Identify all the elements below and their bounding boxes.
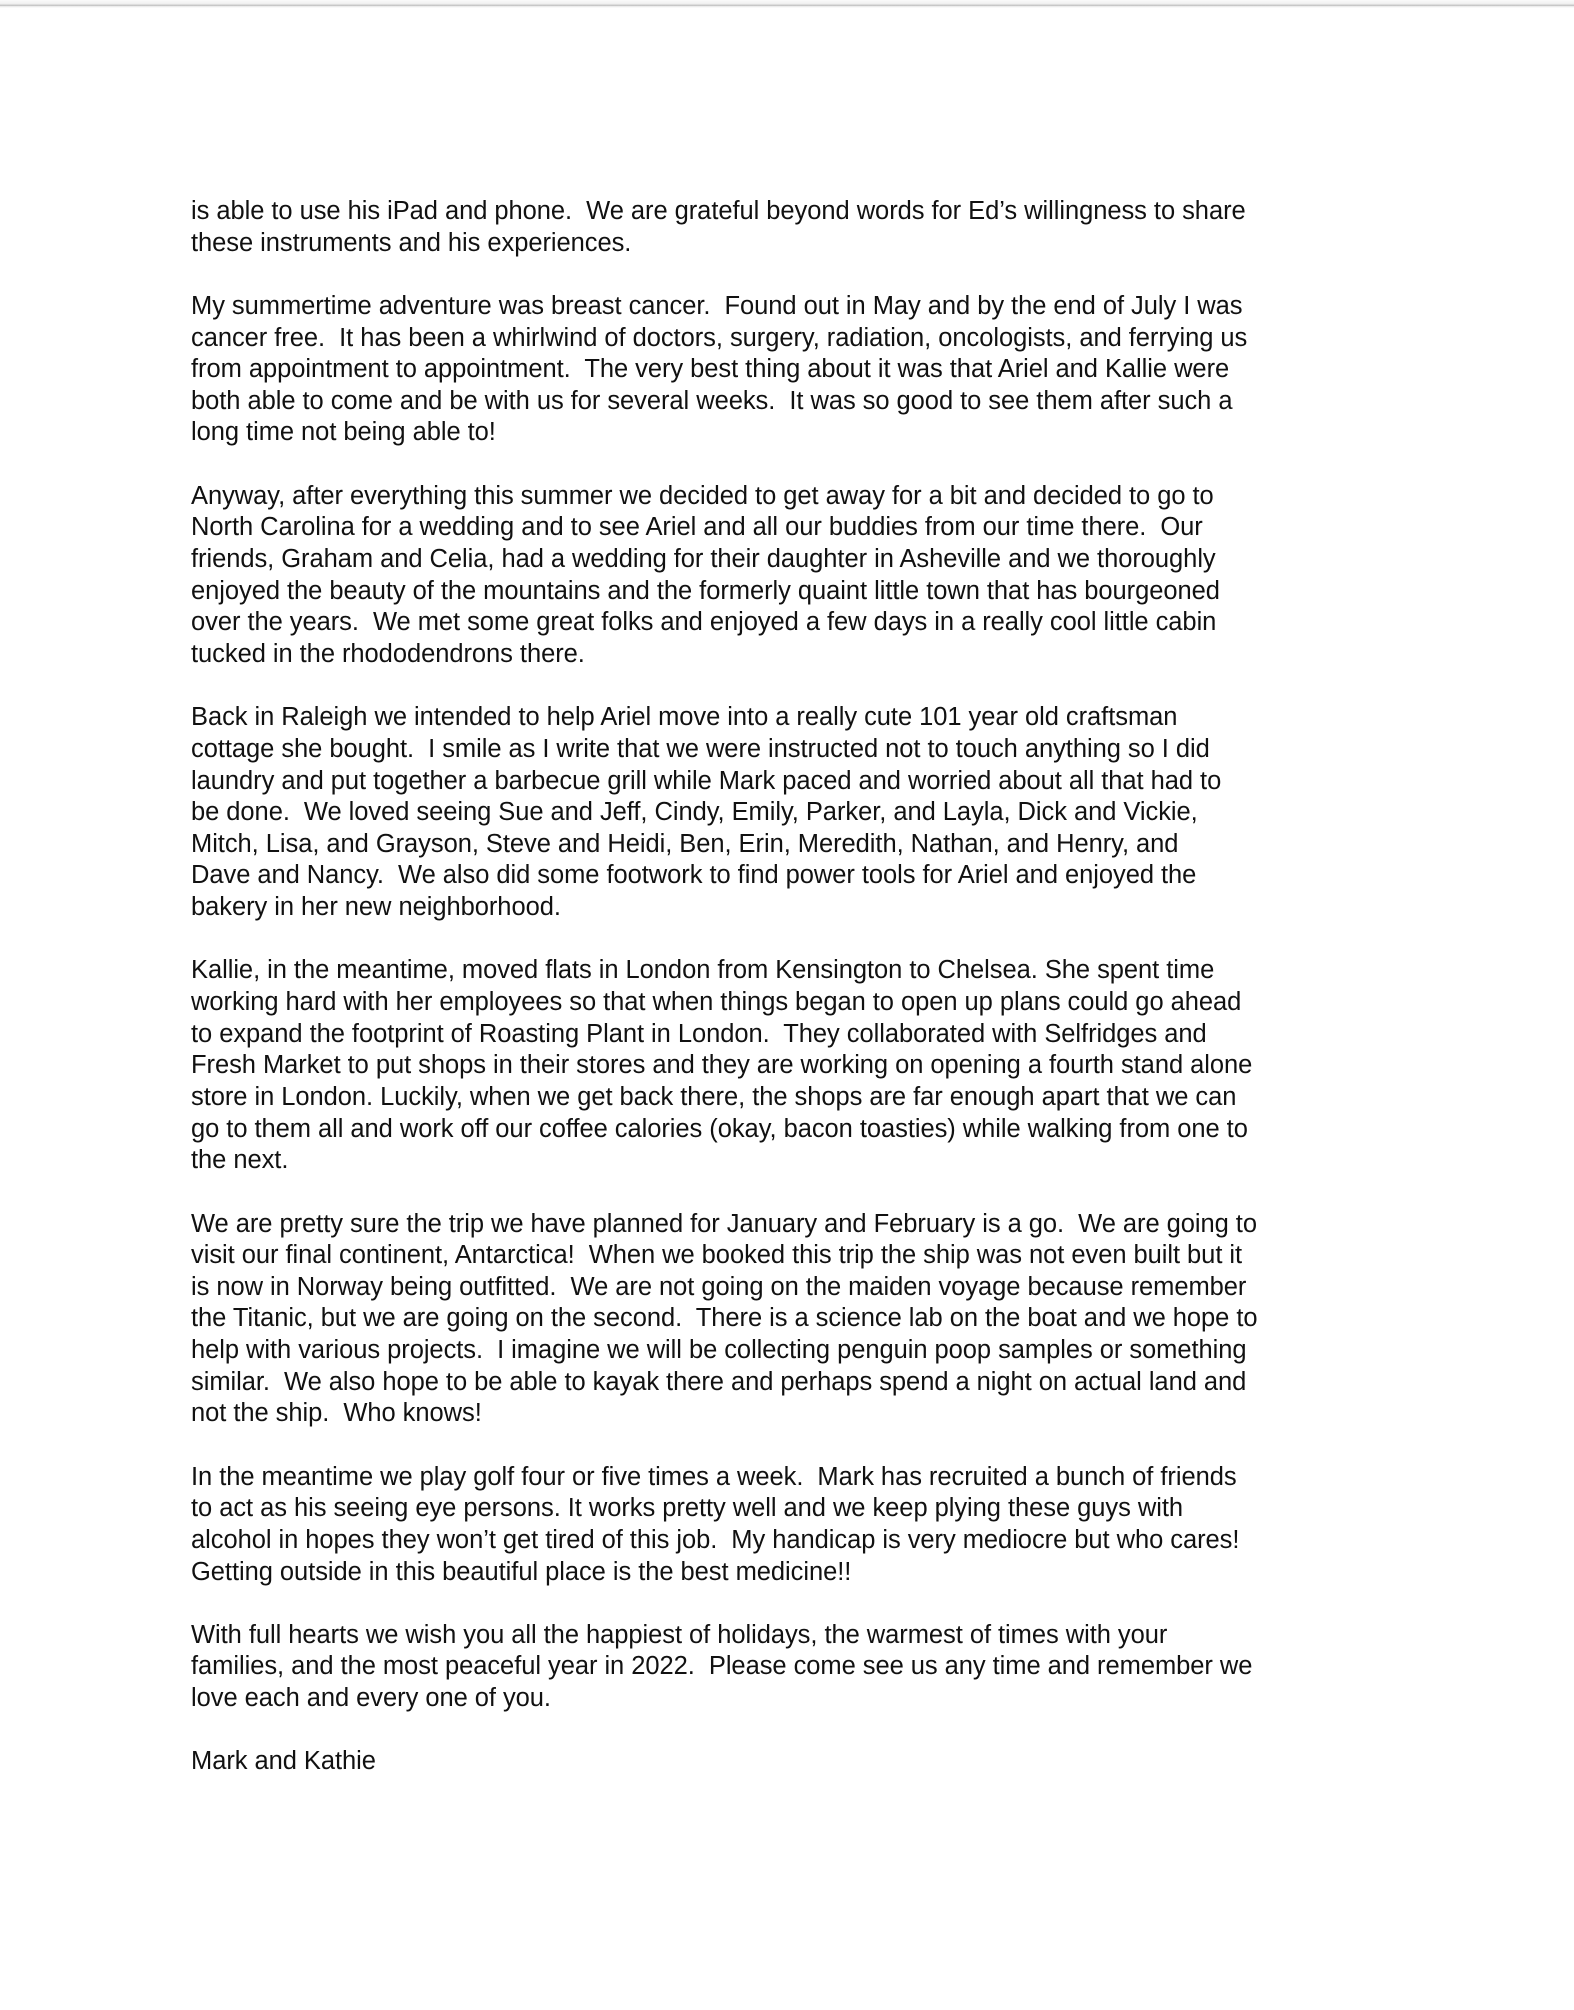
text-line: go to them all and work off our coffee calories (okay, bacon toasties) while walking from one to (191, 1114, 1248, 1143)
paragraph-kallie-london (191, 955, 1451, 1176)
text-line: North Carolina for a wedding and to see Ariel and all our buddies from our time there. Our (191, 513, 1203, 542)
text-line: working hard with her employees so that when things began to open up plans could go ahead (191, 988, 1242, 1017)
text-line: love each and every one of you. (191, 1684, 551, 1713)
text-line: With full hearts we wish you all the happiest of holidays, the warmest of times with your (191, 1620, 1168, 1649)
paragraph-golf (191, 1462, 1451, 1589)
text-line: alcohol in hopes they won’t get tired of this job. My handicap is very mediocre but who cares! (191, 1525, 1240, 1554)
text-line: be done. We loved seeing Sue and Jeff, Cindy, Emily, Parker, and Layla, Dick and Vickie, (191, 798, 1198, 827)
text-line: the Titanic, but we are going on the second. There is a science lab on the boat and we hope to (191, 1304, 1258, 1333)
text-line: both able to come and be with us for several weeks. It was so good to see them after such a (191, 386, 1233, 415)
text-line: friends, Graham and Celia, had a wedding for their daughter in Asheville and we thoroughly (191, 545, 1216, 574)
text-line: Kallie, in the meantime, moved flats in London from Kensington to Chelsea. She spent time (191, 956, 1215, 985)
text-line: families, and the most peaceful year in 2022. Please come see us any time and remember we (191, 1652, 1253, 1681)
text-line: store in London. Luckily, when we get back there, the shops are far enough apart that we can (191, 1082, 1237, 1111)
text-line: tucked in the rhododendrons there. (191, 639, 585, 668)
text-line: We are pretty sure the trip we have planned for January and February is a go. We are going to (191, 1209, 1257, 1238)
paragraph-ed-instruments (191, 196, 1451, 259)
text-line: cottage she bought. I smile as I write that we were instructed not to touch anything so I did (191, 734, 1210, 763)
page-top-edge-shadow (0, 6, 1574, 8)
paragraph-antarctica-trip (191, 1209, 1451, 1430)
signature-block (191, 1746, 1451, 1778)
letter-page (191, 196, 1451, 1778)
text-line: from appointment to appointment. The very best thing about it was that Ariel and Kallie were (191, 355, 1230, 384)
text-line: is now in Norway being outfitted. We are not going on the maiden voyage because remember (191, 1272, 1247, 1301)
paragraph-north-carolina (191, 481, 1451, 671)
text-line: My summertime adventure was breast cancer. Found out in May and by the end of July I was (191, 291, 1243, 320)
text-line: enjoyed the beauty of the mountains and the formerly quaint little town that has bourgeoned (191, 576, 1220, 605)
paragraph-holiday-wishes (191, 1620, 1451, 1715)
text-line: Fresh Market to put shops in their stores and they are working on opening a fourth stand alone (191, 1051, 1253, 1080)
text-line: these instruments and his experiences. (191, 228, 632, 257)
text-line: over the years. We met some great folks and enjoyed a few days in a really cool little cabin (191, 608, 1217, 637)
text-line: cancer free. It has been a whirlwind of doctors, surgery, radiation, oncologists, and ferrying us (191, 323, 1248, 352)
text-line: bakery in her new neighborhood. (191, 893, 561, 922)
text-line: Back in Raleigh we intended to help Ariel move into a really cute 101 year old craftsman (191, 703, 1178, 732)
text-line: similar. We also hope to be able to kayak there and perhaps spend a night on actual land and (191, 1367, 1247, 1396)
text-line: to act as his seeing eye persons. It works pretty well and we keep plying these guys with (191, 1494, 1183, 1523)
text-line: to expand the footprint of Roasting Plant in London. They collaborated with Selfridges and (191, 1019, 1207, 1048)
text-line: In the meantime we play golf four or five times a week. Mark has recruited a bunch of friends (191, 1462, 1237, 1491)
paragraph-summer-cancer (191, 291, 1451, 449)
text-line: Anyway, after everything this summer we decided to get away for a bit and decided to go to (191, 481, 1214, 510)
paragraph-raleigh (191, 702, 1451, 923)
text-line: visit our final continent, Antarctica! When we booked this trip the ship was not even built but it (191, 1241, 1243, 1270)
text-line: Mitch, Lisa, and Grayson, Steve and Heidi, Ben, Erin, Meredith, Nathan, and Henry, and (191, 829, 1179, 858)
text-line: help with various projects. I imagine we will be collecting penguin poop samples or something (191, 1336, 1247, 1365)
text-line: is able to use his iPad and phone. We are grateful beyond words for Ed’s willingness to share (191, 197, 1246, 225)
text-line: not the ship. Who knows! (191, 1399, 482, 1428)
text-line: Getting outside in this beautiful place is the best medicine!! (191, 1557, 852, 1586)
signature: Mark and Kathie (191, 1747, 376, 1776)
text-line: laundry and put together a barbecue grill while Mark paced and worried about all that had to (191, 766, 1222, 795)
text-line: the next. (191, 1146, 289, 1175)
text-line: Dave and Nancy. We also did some footwork to find power tools for Ariel and enjoyed the (191, 861, 1197, 890)
text-line: long time not being able to! (191, 418, 496, 447)
